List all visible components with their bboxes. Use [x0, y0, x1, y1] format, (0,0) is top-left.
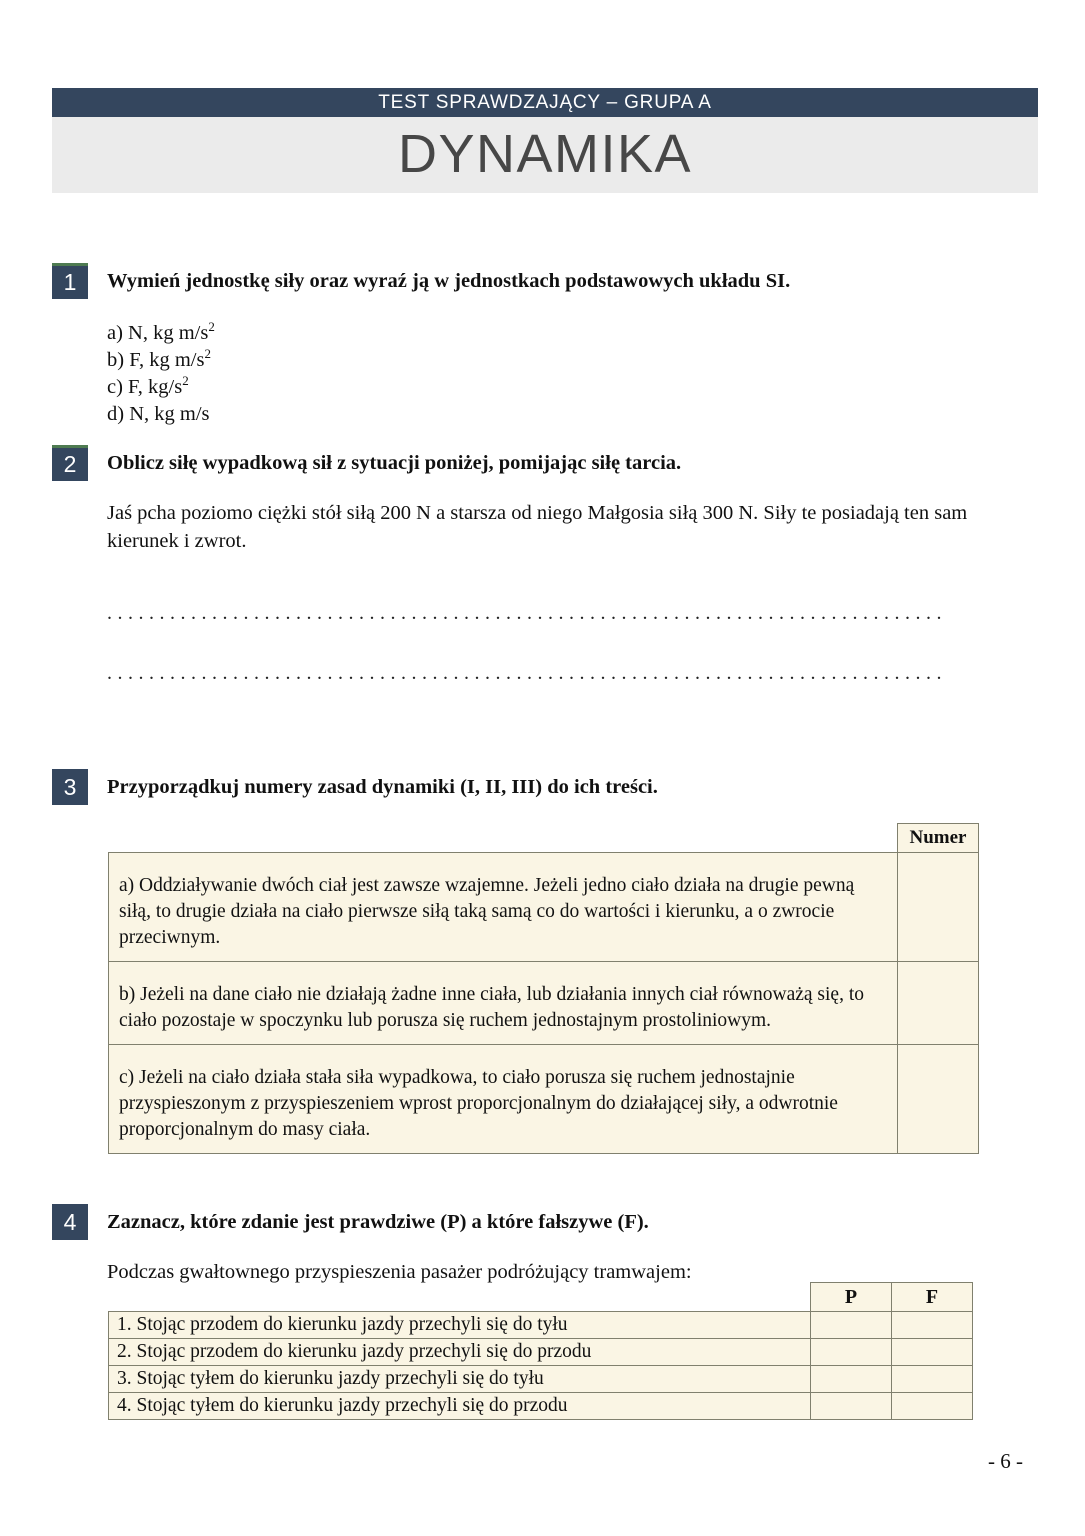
- question-1-title: Wymień jednostkę siły oraz wyraź ją w jednostkach podstawowych układu SI.: [107, 270, 791, 292]
- q4-answer-f-3[interactable]: [892, 1366, 973, 1393]
- question-4-intro: Podczas gwałtownego przyspieszenia pasażer podróżujący tramwajem:: [107, 1261, 692, 1283]
- q4-column-header-f: F: [892, 1283, 973, 1312]
- question-4-title: Zaznacz, które zdanie jest prawdziwe (P) a które fałszywe (F).: [107, 1211, 649, 1233]
- q1-option-b-text: b) F, kg m/s: [107, 349, 205, 371]
- q3-table-header-row: [109, 824, 979, 853]
- q4-answer-p-3[interactable]: [811, 1366, 892, 1393]
- q4-column-header-p: P: [811, 1283, 892, 1312]
- q3-statement-c: c) Jeżeli na ciało działa stała siła wypadkowa, to ciało porusza się ruchem jednostajnie przyspieszonym z przyspieszeniem wprost proporcjonalnym do działającej siły, a odwrotnie proporcjonalnym do masy ciała.: [109, 1045, 898, 1154]
- question-1-number-badge: 1: [52, 263, 88, 299]
- question-3: [52, 769, 1038, 805]
- table-row: [109, 1312, 973, 1339]
- page-number: - 6 -: [988, 1449, 1023, 1473]
- question-2-body: Jaś pcha poziomo ciężki stół siłą 200 N a starsza od niego Małgosia siłą 300 N. Siły te posiadają ten sam kierunek i zwrot.: [107, 502, 968, 552]
- q1-option-c: [107, 374, 1038, 401]
- question-1: [52, 263, 1038, 299]
- q3-answer-cell-b[interactable]: [898, 962, 979, 1045]
- q1-option-a-sup: 2: [208, 319, 215, 335]
- title-band: [52, 117, 1038, 193]
- q4-true-false-table: [108, 1282, 973, 1420]
- q4-answer-p-4[interactable]: [811, 1393, 892, 1420]
- q4-statement-2: 2. Stojąc przodem do kierunku jazdy przechyli się do przodu: [109, 1339, 811, 1366]
- answer-blank-line-2[interactable]: ................................................................................: [107, 662, 947, 684]
- q4-statement-4: 4. Stojąc tyłem do kierunku jazdy przechyli się do przodu: [109, 1393, 811, 1420]
- table-row: [109, 962, 979, 1045]
- question-4-number-badge: 4: [52, 1204, 88, 1240]
- q3-answer-cell-a[interactable]: [898, 853, 979, 962]
- test-group-banner: [52, 88, 1038, 117]
- q4-answer-p-2[interactable]: [811, 1339, 892, 1366]
- table-row: [109, 1366, 973, 1393]
- q4-answer-p-1[interactable]: [811, 1312, 892, 1339]
- question-3-number-badge: 3: [52, 769, 88, 805]
- q1-option-b: [107, 347, 1038, 374]
- question-2-number-badge: 2: [52, 445, 88, 481]
- answer-blank-line-1[interactable]: ................................................................................: [107, 602, 947, 624]
- q1-option-a-text: a) N, kg m/s: [107, 322, 209, 344]
- q1-option-d: [107, 401, 1038, 428]
- q4-header-spacer: [109, 1283, 811, 1312]
- table-row: [109, 853, 979, 962]
- q4-answer-f-1[interactable]: [892, 1312, 973, 1339]
- question-2: [52, 445, 1038, 481]
- q1-option-c-text: c) F, kg/s: [107, 376, 183, 398]
- q1-option-a: [107, 320, 1038, 347]
- q1-option-c-sup: 2: [182, 373, 189, 389]
- q3-header-spacer: [109, 824, 898, 853]
- q4-answer-f-2[interactable]: [892, 1339, 973, 1366]
- q4-statement-1: 1. Stojąc przodem do kierunku jazdy przechyli się do tyłu: [109, 1312, 811, 1339]
- q3-answer-cell-c[interactable]: [898, 1045, 979, 1154]
- q4-answer-f-4[interactable]: [892, 1393, 973, 1420]
- q3-statement-b: b) Jeżeli na dane ciało nie działają żadne inne ciała, lub działania innych ciał równoważą się, to ciało pozostaje w spoczynku lub porusza się ruchem jednostajnym prostoliniowym.: [109, 962, 898, 1045]
- q3-statement-a: a) Oddziaływanie dwóch ciał jest zawsze wzajemne. Jeżeli jedno ciało działa na drugie pewną siłą, to drugie działa na ciało pierwsze siłą taką samą co do wartości i kierunku, a o zwrocie przeciwnym.: [109, 853, 898, 962]
- question-4: [52, 1204, 1038, 1240]
- page-content: [52, 0, 1038, 1420]
- document-title: DYNAMIKA: [397, 124, 693, 184]
- table-row: [109, 1339, 973, 1366]
- table-row: [109, 1045, 979, 1154]
- question-1-options: [107, 320, 1038, 428]
- question-3-title: Przyporządkuj numery zasad dynamiki (I, II, III) do ich treści.: [107, 776, 658, 798]
- q1-option-b-sup: 2: [204, 346, 211, 362]
- q3-numer-column-header: Numer: [898, 824, 979, 853]
- test-group-label: TEST SPRAWDZAJĄCY – GRUPA A: [378, 92, 712, 113]
- table-row: [109, 1393, 973, 1420]
- q3-matching-table: [108, 823, 979, 1154]
- question-2-title: Oblicz siłę wypadkową sił z sytuacji poniżej, pomijając siłę tarcia.: [107, 452, 682, 474]
- q4-statement-3: 3. Stojąc tyłem do kierunku jazdy przechyli się do tyłu: [109, 1366, 811, 1393]
- q1-option-d-text: d) N, kg m/s: [107, 403, 210, 425]
- q4-table-header-row: [109, 1283, 973, 1312]
